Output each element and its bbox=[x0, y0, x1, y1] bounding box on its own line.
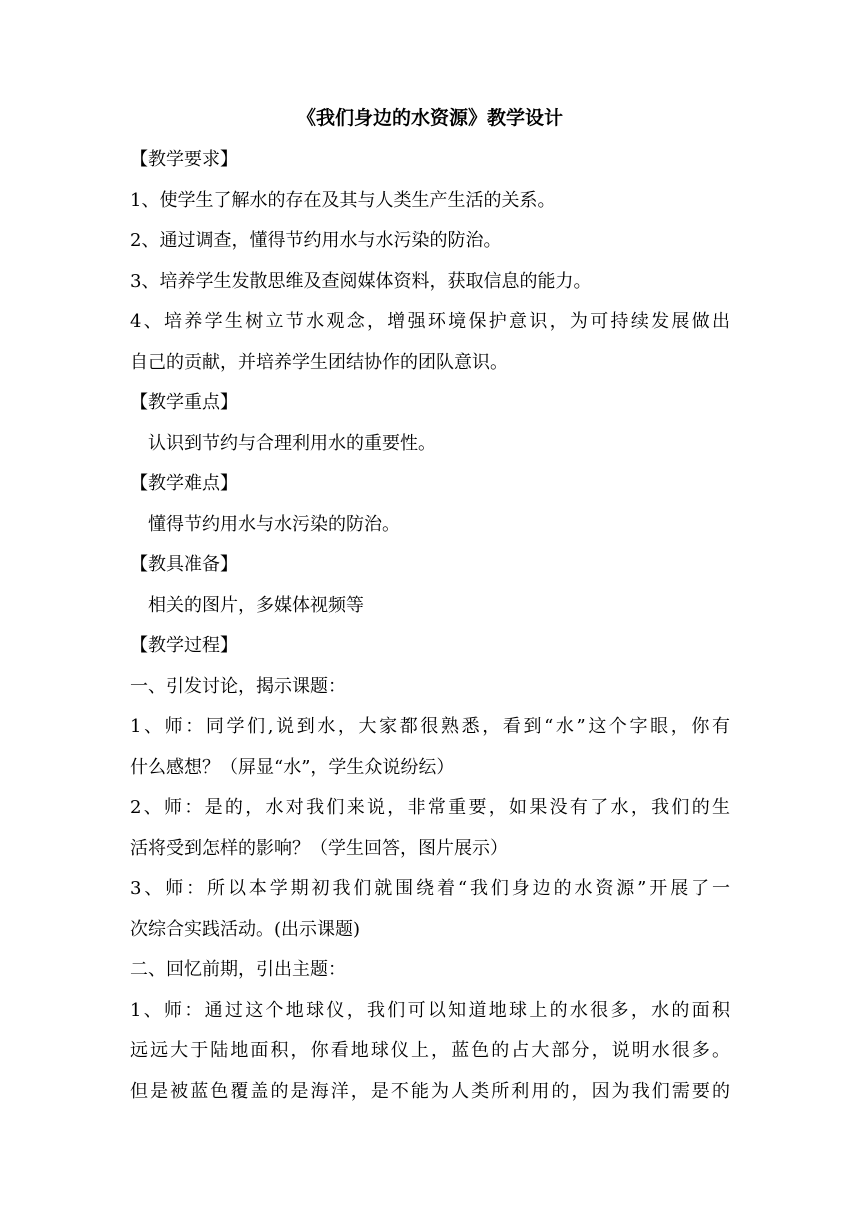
paragraph-line: 1、师：通过这个地球仪，我们可以知道地球上的水很多，水的面积 bbox=[130, 999, 730, 1021]
section-heading-difficulties: 【教学难点】 bbox=[130, 473, 238, 494]
paragraph-line: 活将受到怎样的影响？（学生回答，图片展示） bbox=[130, 837, 508, 859]
paragraph-line: 1、师：同学们,说到水，大家都很熟悉，看到“水”这个字眼，你有 bbox=[130, 716, 730, 737]
section-heading-materials: 【教具准备】 bbox=[130, 554, 238, 575]
paragraph-line: 1、使学生了解水的存在及其与人类生产生活的关系。 bbox=[130, 189, 556, 211]
paragraph-line: 认识到节约与合理利用水的重要性。 bbox=[148, 432, 436, 454]
section-heading-process: 【教学过程】 bbox=[130, 635, 238, 656]
section-heading-requirements: 【教学要求】 bbox=[130, 149, 238, 170]
document-body bbox=[130, 140, 730, 1112]
subsection-heading: 一、引发讨论，揭示课题： bbox=[130, 675, 346, 697]
subsection-heading: 二、回忆前期，引出主题： bbox=[130, 959, 346, 980]
paragraph-line: 相关的图片，多媒体视频等 bbox=[148, 594, 364, 616]
paragraph-line: 自己的贡献，并培养学生团结协作的团队意识。 bbox=[130, 351, 508, 373]
paragraph-line: 远远大于陆地面积，你看地球仪上，蓝色的占大部分，说明水很多。 bbox=[130, 1040, 730, 1061]
paragraph-line: 3、培养学生发散思维及查阅媒体资料，获取信息的能力。 bbox=[130, 270, 592, 292]
paragraph-line: 4、培养学生树立节水观念，增强环境保护意识，为可持续发展做出 bbox=[130, 311, 730, 332]
paragraph-line: 2、通过调查，懂得节约用水与水污染的防治。 bbox=[130, 230, 502, 251]
document-title: 《我们身边的水资源》教学设计 bbox=[296, 107, 563, 129]
section-heading-key-points: 【教学重点】 bbox=[130, 392, 238, 413]
paragraph-line: 但是被蓝色覆盖的是海洋，是不能为人类所利用的，因为我们需要的 bbox=[130, 1080, 730, 1102]
paragraph-line: 什么感想？（屏显“水”，学生众说纷纭） bbox=[130, 756, 455, 778]
paragraph-line: 次综合实践活动。(出示课题) bbox=[130, 918, 361, 940]
paragraph-line: 懂得节约用水与水污染的防治。 bbox=[148, 513, 400, 535]
paragraph-line: 2、师：是的，水对我们来说，非常重要，如果没有了水，我们的生 bbox=[130, 797, 730, 818]
paragraph-line: 3、师：所以本学期初我们就围绕着“我们身边的水资源”开展了一 bbox=[130, 878, 730, 899]
